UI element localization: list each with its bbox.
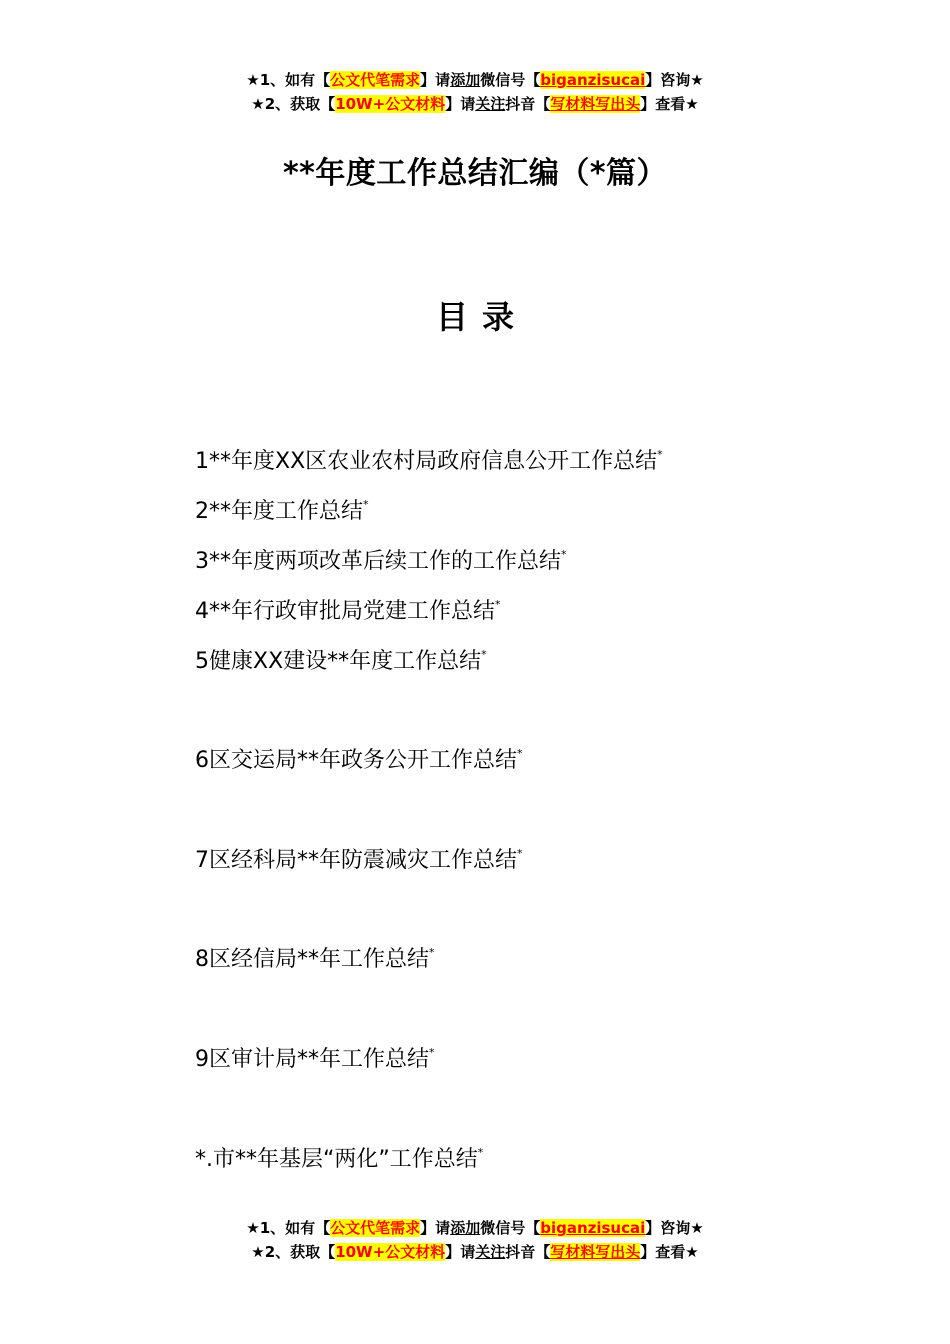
- banner-douyin-id: 写材料写出头: [550, 95, 641, 113]
- toc-item-text: 5健康XX建设**年度工作总结: [195, 649, 482, 674]
- document-title: **年度工作总结汇编（*篇）: [282, 156, 668, 191]
- toc-item-10: [195, 1138, 483, 1175]
- toc-item-4: [195, 590, 501, 627]
- banner-underline: 关注: [475, 1243, 506, 1261]
- banner-text: 】请: [445, 95, 476, 113]
- toc-item-text: 4**年行政审批局党建工作总结: [195, 599, 495, 624]
- banner-text: ★2、获取【: [251, 1243, 336, 1261]
- header-banner: [0, 68, 950, 116]
- banner-text: ★1、如有【: [246, 1219, 331, 1237]
- toc-item-mark: *: [517, 747, 523, 760]
- banner-text: 】查看★: [640, 1243, 699, 1261]
- toc-item-2: [195, 490, 369, 527]
- banner-text: 】查看★: [640, 95, 699, 113]
- banner-underline: 添加: [450, 1219, 481, 1237]
- banner-text: 】请: [420, 71, 451, 89]
- banner-highlight: 公文代笔需求: [330, 71, 421, 89]
- toc-item-7: [195, 839, 523, 876]
- toc-item-text: 9区审计局**年工作总结: [195, 1047, 429, 1072]
- banner-text: 抖音【: [505, 95, 551, 113]
- toc-item-6: [195, 739, 523, 776]
- banner-douyin-id: 写材料写出头: [550, 1243, 641, 1261]
- banner-text: 】请: [420, 1219, 451, 1237]
- banner-line-2: [0, 1240, 950, 1264]
- toc-item-mark: *: [477, 1146, 484, 1159]
- banner-text: 】咨询★: [645, 1219, 704, 1237]
- toc-item-text: 2**年度工作总结: [195, 499, 363, 524]
- toc-item-mark: *: [561, 548, 567, 561]
- banner-text: 】请: [445, 1243, 476, 1261]
- toc-item-text: 8区经信局**年工作总结: [195, 947, 429, 972]
- toc-item-mark: *: [429, 946, 435, 959]
- banner-text: 微信号【: [480, 71, 541, 89]
- toc-item-5: [195, 640, 487, 677]
- toc-item-mark: *: [495, 598, 501, 611]
- banner-text: 】咨询★: [645, 71, 704, 89]
- banner-line-2: [0, 92, 950, 116]
- banner-highlight: 10W+公文材料: [335, 1243, 446, 1261]
- toc-item-mark: *: [657, 448, 663, 461]
- banner-text: ★1、如有【: [246, 71, 331, 89]
- banner-text: 抖音【: [505, 1243, 551, 1261]
- footer-banner: [0, 1216, 950, 1264]
- toc-heading: 目录: [435, 298, 528, 336]
- toc-item-text: *.市**年基层“两化”工作总结: [195, 1147, 478, 1172]
- toc-item-text: 1**年度XX区农业农村局政府信息公开工作总结: [195, 449, 658, 474]
- toc-item-mark: *: [363, 498, 369, 511]
- banner-underline: 添加: [450, 71, 481, 89]
- toc-item-8: [195, 938, 435, 975]
- toc-item-text: 7区经科局**年防震减灾工作总结: [195, 848, 517, 873]
- banner-underline: 关注: [475, 95, 506, 113]
- banner-highlight: 10W+公文材料: [335, 95, 446, 113]
- toc-item-text: 3**年度两项改革后续工作的工作总结: [195, 549, 561, 574]
- toc-item-text: 6区交运局**年政务公开工作总结: [195, 748, 517, 773]
- banner-line-1: [0, 68, 950, 92]
- toc-item-mark: *: [517, 847, 523, 860]
- banner-wechat-id: biganzisucai: [540, 71, 646, 89]
- toc-item-mark: *: [481, 648, 487, 661]
- banner-wechat-id: biganzisucai: [540, 1219, 646, 1237]
- toc-item-1: [195, 440, 663, 477]
- toc-item-mark: *: [429, 1046, 435, 1059]
- toc-item-3: [195, 540, 567, 577]
- banner-text: ★2、获取【: [251, 95, 336, 113]
- banner-highlight: 公文代笔需求: [330, 1219, 421, 1237]
- toc-item-9: [195, 1038, 435, 1075]
- banner-line-1: [0, 1216, 950, 1240]
- banner-text: 微信号【: [480, 1219, 541, 1237]
